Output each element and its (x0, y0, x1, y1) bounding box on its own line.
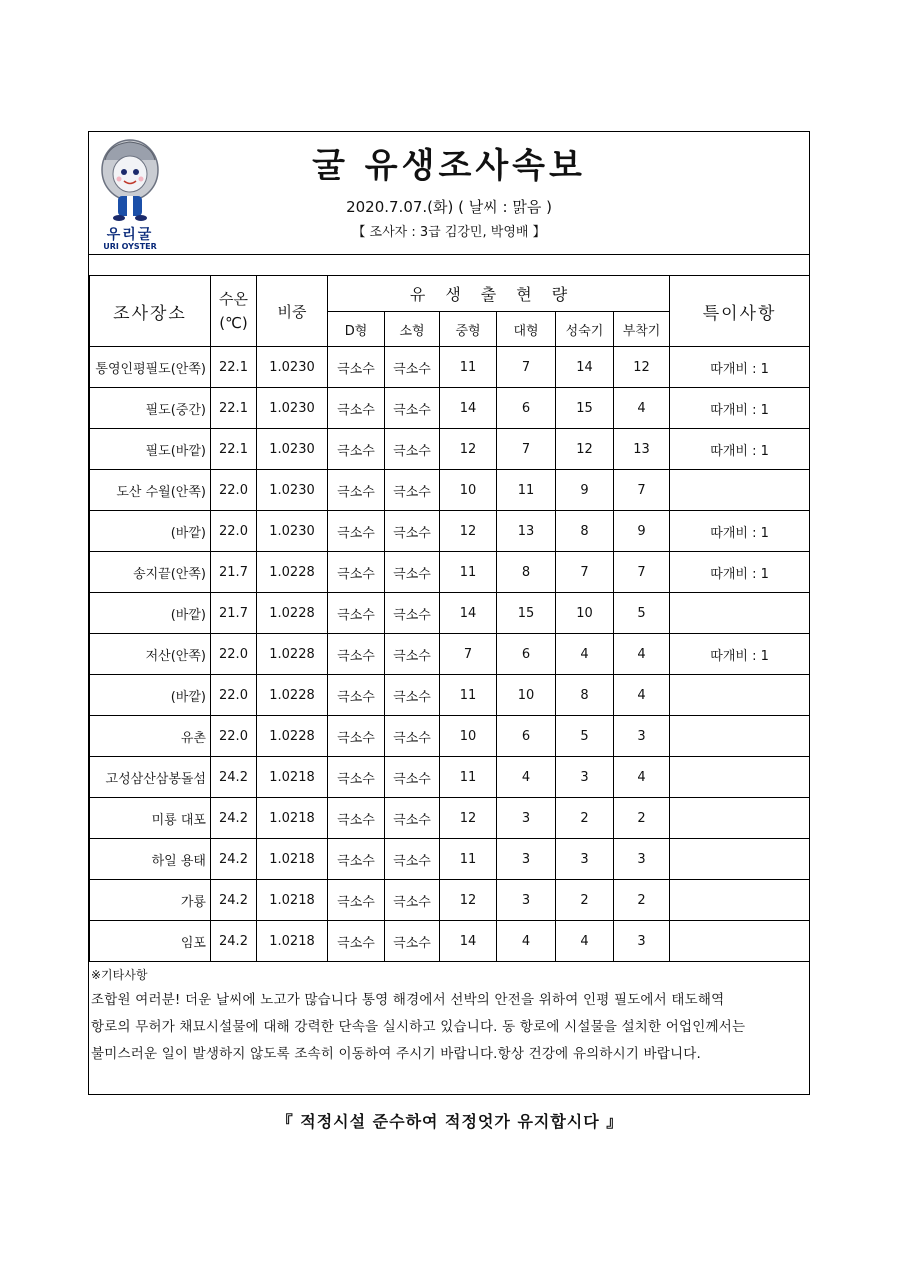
small-cell: 극소수 (385, 757, 440, 798)
site-cell: 하일 용태 (90, 839, 211, 880)
density-cell: 1.0228 (257, 716, 328, 757)
large-cell: 6 (497, 634, 556, 675)
table-row (90, 470, 810, 511)
large-cell: 3 (497, 798, 556, 839)
mature-cell: 12 (556, 429, 614, 470)
remark-cell (670, 921, 810, 962)
logo-text: 우리굴 (106, 227, 154, 243)
site-cell: 미룡 대포 (90, 798, 211, 839)
large-cell: 11 (497, 470, 556, 511)
medium-cell: 12 (440, 429, 497, 470)
medium-cell: 12 (440, 880, 497, 921)
bulletin-header (89, 132, 809, 254)
header-attached: 부착기 (614, 312, 670, 347)
header-specific-gravity: 비중 (257, 276, 328, 347)
remark-cell: 따개비 : 1 (670, 634, 810, 675)
site-cell: (바깥) (90, 511, 211, 552)
page-title: 굴 유생조사속보 (312, 146, 586, 186)
table-row (90, 921, 810, 962)
mature-cell: 3 (556, 839, 614, 880)
small-cell: 극소수 (385, 593, 440, 634)
attached-cell: 3 (614, 921, 670, 962)
medium-cell: 11 (440, 552, 497, 593)
large-cell: 3 (497, 880, 556, 921)
remark-cell: 따개비 : 1 (670, 552, 810, 593)
remark-cell (670, 470, 810, 511)
d-type-cell: 극소수 (328, 470, 385, 511)
medium-cell: 11 (440, 839, 497, 880)
mature-cell: 7 (556, 552, 614, 593)
density-cell: 1.0228 (257, 634, 328, 675)
medium-cell: 14 (440, 593, 497, 634)
mature-cell: 5 (556, 716, 614, 757)
d-type-cell: 극소수 (328, 921, 385, 962)
large-cell: 7 (497, 429, 556, 470)
density-cell: 1.0218 (257, 757, 328, 798)
attached-cell: 13 (614, 429, 670, 470)
attached-cell: 3 (614, 839, 670, 880)
table-row (90, 347, 810, 388)
mature-cell: 2 (556, 880, 614, 921)
large-cell: 7 (497, 347, 556, 388)
notes-line: 항로의 무허가 채묘시설물에 대해 강력한 단속을 실시하고 있습니다. 동 항로에 시설물을 설치한 어업인께서는 (91, 1019, 746, 1035)
d-type-cell: 극소수 (328, 511, 385, 552)
medium-cell: 10 (440, 470, 497, 511)
site-cell: 송지끝(안쪽) (90, 552, 211, 593)
header-d-type: D형 (328, 312, 385, 347)
density-cell: 1.0218 (257, 839, 328, 880)
table-row (90, 511, 810, 552)
temp-cell: 24.2 (211, 798, 257, 839)
remark-cell (670, 798, 810, 839)
large-cell: 15 (497, 593, 556, 634)
mature-cell: 15 (556, 388, 614, 429)
d-type-cell: 극소수 (328, 347, 385, 388)
site-cell: 저산(안쪽) (90, 634, 211, 675)
table-row (90, 593, 810, 634)
small-cell: 극소수 (385, 921, 440, 962)
header-water-temp: 수온 (℃) (211, 276, 257, 347)
d-type-cell: 극소수 (328, 388, 385, 429)
table-row (90, 716, 810, 757)
site-cell: 필도(바깥) (90, 429, 211, 470)
site-cell: 통영인평필도(안쪽) (90, 347, 211, 388)
d-type-cell: 극소수 (328, 552, 385, 593)
notes-line: 불미스러운 일이 발생하지 않도록 조속히 이동하여 주시기 바랍니다.항상 건강에 유의하시기 바랍니다. (91, 1046, 702, 1062)
remark-cell: 따개비 : 1 (670, 429, 810, 470)
attached-cell: 4 (614, 634, 670, 675)
temp-cell: 22.0 (211, 634, 257, 675)
medium-cell: 12 (440, 511, 497, 552)
small-cell: 극소수 (385, 675, 440, 716)
site-cell: 도산 수월(안쪽) (90, 470, 211, 511)
mature-cell: 14 (556, 347, 614, 388)
remark-cell (670, 593, 810, 634)
small-cell: 극소수 (385, 634, 440, 675)
attached-cell: 12 (614, 347, 670, 388)
density-cell: 1.0230 (257, 388, 328, 429)
large-cell: 6 (497, 716, 556, 757)
header-large: 대형 (497, 312, 556, 347)
attached-cell: 4 (614, 675, 670, 716)
table-row (90, 429, 810, 470)
small-cell: 극소수 (385, 716, 440, 757)
temp-cell: 24.2 (211, 839, 257, 880)
temp-cell: 22.0 (211, 716, 257, 757)
remark-cell: 따개비 : 1 (670, 388, 810, 429)
mature-cell: 9 (556, 470, 614, 511)
density-cell: 1.0228 (257, 552, 328, 593)
table-row (90, 388, 810, 429)
temp-cell: 22.1 (211, 388, 257, 429)
d-type-cell: 극소수 (328, 839, 385, 880)
site-cell: (바깥) (90, 675, 211, 716)
remark-cell (670, 880, 810, 921)
site-cell: 유촌 (90, 716, 211, 757)
remark-cell: 따개비 : 1 (670, 511, 810, 552)
mature-cell: 3 (556, 757, 614, 798)
attached-cell: 9 (614, 511, 670, 552)
remark-cell: 따개비 : 1 (670, 347, 810, 388)
attached-cell: 3 (614, 716, 670, 757)
header-mature: 성숙기 (556, 312, 614, 347)
mature-cell: 2 (556, 798, 614, 839)
table-row (90, 757, 810, 798)
table-row (90, 675, 810, 716)
attached-cell: 7 (614, 470, 670, 511)
notes-line: 조합원 여러분! 더운 날씨에 노고가 많습니다 통영 해경에서 선박의 안전을 위하여 인평 필도에서 태도해역 (91, 992, 725, 1008)
large-cell: 6 (497, 388, 556, 429)
medium-cell: 12 (440, 798, 497, 839)
mature-cell: 10 (556, 593, 614, 634)
medium-cell: 11 (440, 347, 497, 388)
temp-cell: 22.0 (211, 675, 257, 716)
medium-cell: 10 (440, 716, 497, 757)
temp-cell: 22.1 (211, 429, 257, 470)
table-row (90, 880, 810, 921)
temp-cell: 24.2 (211, 757, 257, 798)
d-type-cell: 극소수 (328, 429, 385, 470)
density-cell: 1.0230 (257, 347, 328, 388)
small-cell: 극소수 (385, 798, 440, 839)
small-cell: 극소수 (385, 839, 440, 880)
remark-cell (670, 716, 810, 757)
site-cell: (바깥) (90, 593, 211, 634)
site-cell: 임포 (90, 921, 211, 962)
table-row (90, 798, 810, 839)
site-cell: 고성삼산삼봉돌섬 (90, 757, 211, 798)
bulletin-frame (88, 131, 810, 1095)
header-divider (89, 254, 809, 255)
site-cell: 필도(중간) (90, 388, 211, 429)
d-type-cell: 극소수 (328, 880, 385, 921)
small-cell: 극소수 (385, 511, 440, 552)
d-type-cell: 극소수 (328, 675, 385, 716)
large-cell: 3 (497, 839, 556, 880)
medium-cell: 14 (440, 388, 497, 429)
mature-cell: 4 (556, 634, 614, 675)
remark-cell (670, 675, 810, 716)
small-cell: 극소수 (385, 470, 440, 511)
density-cell: 1.0228 (257, 593, 328, 634)
mature-cell: 8 (556, 675, 614, 716)
small-cell: 극소수 (385, 347, 440, 388)
medium-cell: 11 (440, 757, 497, 798)
table-row (90, 839, 810, 880)
large-cell: 13 (497, 511, 556, 552)
header-medium: 중형 (440, 312, 497, 347)
d-type-cell: 극소수 (328, 716, 385, 757)
table-row (90, 552, 810, 593)
temp-cell: 22.0 (211, 470, 257, 511)
header-survey-site: 조사장소 (90, 276, 211, 347)
density-cell: 1.0228 (257, 675, 328, 716)
attached-cell: 4 (614, 757, 670, 798)
remark-cell (670, 757, 810, 798)
header-remarks: 특이사항 (670, 276, 810, 347)
small-cell: 극소수 (385, 552, 440, 593)
header-larvae-appearance: 유생출현량 (328, 276, 670, 312)
mature-cell: 8 (556, 511, 614, 552)
attached-cell: 4 (614, 388, 670, 429)
attached-cell: 7 (614, 552, 670, 593)
d-type-cell: 극소수 (328, 757, 385, 798)
temp-cell: 21.7 (211, 552, 257, 593)
temp-cell: 24.2 (211, 880, 257, 921)
large-cell: 4 (497, 757, 556, 798)
large-cell: 10 (497, 675, 556, 716)
density-cell: 1.0218 (257, 921, 328, 962)
density-cell: 1.0230 (257, 429, 328, 470)
temp-cell: 22.0 (211, 511, 257, 552)
temp-cell: 24.2 (211, 921, 257, 962)
medium-cell: 7 (440, 634, 497, 675)
density-cell: 1.0218 (257, 880, 328, 921)
small-cell: 극소수 (385, 880, 440, 921)
d-type-cell: 극소수 (328, 798, 385, 839)
d-type-cell: 극소수 (328, 634, 385, 675)
surveyor-line: 【 조사자 : 3급 김강민, 박영배 】 (352, 225, 546, 240)
header-small: 소형 (385, 312, 440, 347)
survey-date-weather: 2020.7.07.(화) ( 날씨 : 맑음 ) (346, 198, 552, 216)
medium-cell: 14 (440, 921, 497, 962)
temp-cell: 21.7 (211, 593, 257, 634)
footer-slogan: 『 적정시설 준수하여 적정엇가 유지합시다 』 (276, 1112, 624, 1131)
density-cell: 1.0230 (257, 470, 328, 511)
attached-cell: 5 (614, 593, 670, 634)
small-cell: 극소수 (385, 429, 440, 470)
density-cell: 1.0218 (257, 798, 328, 839)
density-cell: 1.0230 (257, 511, 328, 552)
attached-cell: 2 (614, 880, 670, 921)
site-cell: 가룡 (90, 880, 211, 921)
large-cell: 8 (497, 552, 556, 593)
table-row (90, 634, 810, 675)
mature-cell: 4 (556, 921, 614, 962)
medium-cell: 11 (440, 675, 497, 716)
large-cell: 4 (497, 921, 556, 962)
remark-cell (670, 839, 810, 880)
logo-subtitle: URI OYSTER (103, 242, 157, 251)
d-type-cell: 극소수 (328, 593, 385, 634)
small-cell: 극소수 (385, 388, 440, 429)
notes-heading: ※기타사항 (91, 968, 148, 982)
other-notes (89, 964, 809, 1068)
larvae-survey-table (89, 275, 810, 962)
temp-cell: 22.1 (211, 347, 257, 388)
notes-body (91, 987, 807, 1068)
attached-cell: 2 (614, 798, 670, 839)
